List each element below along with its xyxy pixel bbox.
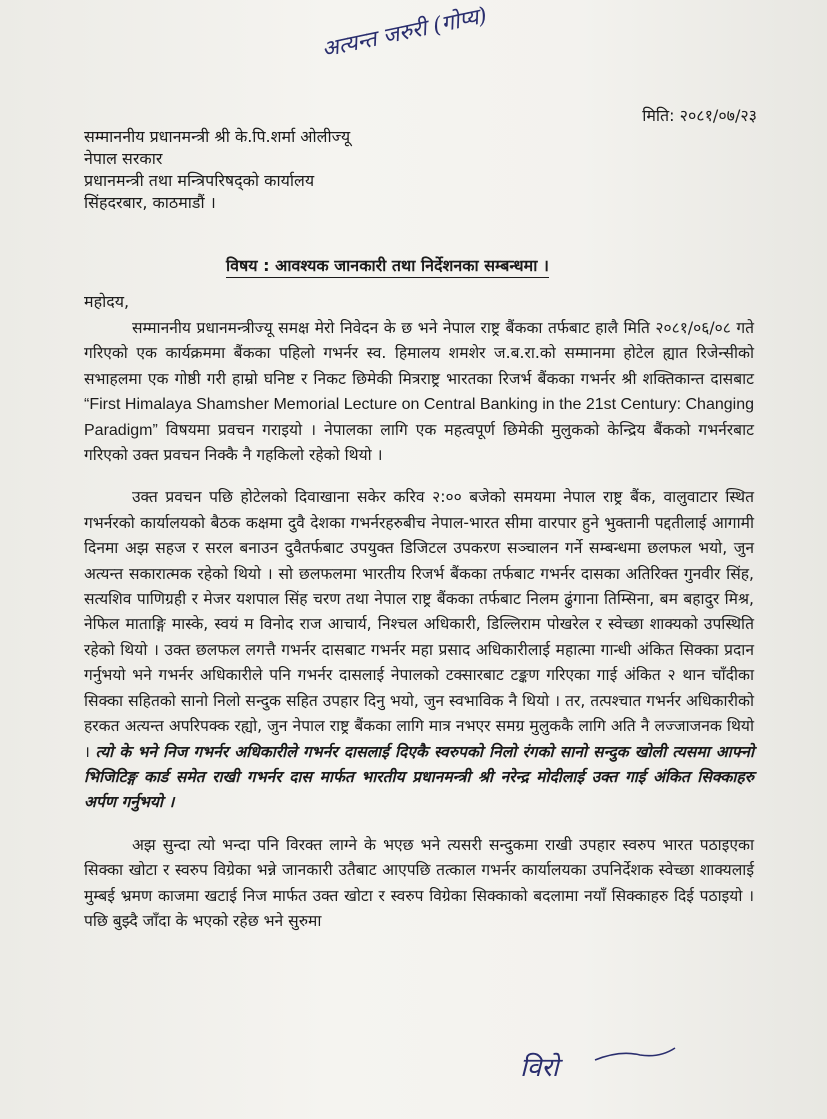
recipient-line-4: सिंहदरबार, काठमाडौं । [84, 193, 216, 212]
paragraph-2 [84, 485, 754, 815]
recipient-line-1: सम्माननीय प्रधानमन्त्री श्री के.पि.शर्मा ओलीज्यू [84, 127, 351, 146]
paragraph-1-part-1: सम्माननीय प्रधानमन्त्रीज्यू समक्ष मेरो निवेदन के छ भने नेपाल राष्ट्र बैंकका तर्फबाट हालै मिति २०८१/०६/०८ गते गरिएको एक कार्यक्रममा बैंकका पहिलो गभर्नर स्व. हिमालय शमशेर ज.ब.रा.को सम्मानमा होटेल ह्यात रिजेन्सीको सभाहलमा एक गोष्ठी गरी हाम्रो घनिष्ट र निकट छिमेकी मित्रराष्ट्र भारतका रिजर्भ बैंकका गभर्नर श्री शक्तिकान्त दासबाट [84, 319, 754, 388]
lecture-title: “First Himalaya Shamsher Memorial Lecture on Central Banking in the 21st Century: Changing Paradigm” [84, 396, 754, 439]
paragraph-2-normal: उक्त प्रवचन पछि होटेलको दिवाखाना सकेर करिव २:०० बजेको समयमा नेपाल राष्ट्र बैंक, वालुवाटार स्थित गभर्नरको कार्यालयको बैठक कक्षमा दुवै देशका गभर्नरहरुबीच नेपाल-भारत सीमा वारपार हुने भुक्तानी पद्दतीलाई आगामी दिनमा अझ सहज र सरल बनाउन दुवैतर्फबाट उपयुक्त डिजिटल उपकरण सञ्चालन गर्ने सम्बन्धमा छलफल भयो, जुन अत्यन्त सकारात्मक रहेको थियो । सो छलफलमा भारतीय रिजर्भ बैंकका तर्फबाट गभर्नर दासका अतिरिक्त गुनवीर सिंह, सत्यशिव पाणिग्रही र मेजर यशपाल सिंह चरण तथा नेपाल राष्ट्र बैंकका तर्फबाट निलम ढुंगाना तिम्सिना, बम बहादुर मिश्र, नेफिल माताङ्गि मास्के, स्वयं म विनोद राज आचार्य, निश्चल अधिकारी, डिल्लिराम पोखरेल र स्वेच्छा शाक्यको उपस्थिति रहेको थियो । उक्त छलफल लगत्तै गभर्नर दासबाट गभर्नर महा प्रसाद अधिकारीलाई महात्मा गान्धी अंकित सिक्का प्रदान गर्नुभयो भने गभर्नर अधिकारीले पनि गभर्नर दासलाई नेपालको टक्सारबाट टङ्कण गरिएका गाई अंकित २ थान चाँदीका सिक्का सहितको सानो निलो सन्दुक सहित उपहार दिनु भयो, जुन स्वभाविक नै थियो । तर, तत्पश्चात गभर्नर अधिकारीको हरकत अत्यन्त अपरिपक्क रह्यो, जुन नेपाल राष्ट्र बैंकका लागि मात्र नभएर समग्र मुलुककै लागि अति नै लज्जाजनक थियो । [84, 488, 755, 761]
handwritten-annotation: अत्यन्त जरुरी (गोप्य) [319, 3, 490, 63]
paragraph-1 [84, 316, 754, 468]
recipient-block [84, 126, 350, 214]
subject-line: विषय : आवश्यक जानकारी तथा निर्देशनका सम्बन्धमा । [226, 254, 549, 278]
paragraph-3: अझ सुन्दा त्यो भन्दा पनि विरक्त लाग्ने के भएछ भने त्यसरी सन्दुकमा राखी उपहार स्वरुप भारत पठाइएका सिक्का खोटा र स्वरुप विग्रेका भन्ने जानकारी उतैबाट आएपछि तत्काल गभर्नर कार्यालयका उपनिर्देशक स्वेच्छा शाक्यलाई मुम्बई भ्रमण काजमा खटाई निज मार्फत उक्त खोटा र स्वरुप विग्रेका सिक्काको बदलामा नयाँ सिक्काहरु दिई पठाइयो । पछि बुझ्दै जाँदा के भएको रहेछ भने सुरुमा [84, 835, 754, 930]
letter-body [84, 316, 754, 951]
recipient-line-2: नेपाल सरकार [84, 149, 163, 168]
letter-date: मिति: २०८१/०७/२३ [642, 106, 757, 125]
salutation: महोदय, [84, 292, 130, 311]
paragraph-1-part-2: विषयमा प्रवचन गराइयो । नेपालका लागि एक महत्वपूर्ण छिमेकी मुलुकको केन्द्रिय बैंकको गभर्नरबाट गरिएको उक्त प्रवचन निक्कै नै गहकिलो रहेको थियो । [84, 420, 754, 465]
signature: विरो [520, 1053, 559, 1083]
recipient-line-3: प्रधानमन्त्री तथा मन्त्रिपरिषद्को कार्यालय [84, 171, 315, 190]
paragraph-2-emphasis: त्यो के भने निज गभर्नर अधिकारीले गभर्नर दासलाई दिएकै स्वरुपको निलो रंगको सानो सन्दुक खोली त्यसमा आफ्नो भिजिटिङ्ग कार्ड समेत राखी गभर्नर दास मार्फत भारतीय प्रधानमन्त्री श्री नरेन्द्र मोदीलाई उक्त गाई अंकित सिक्काहरु अर्पण गर्नुभयो । [84, 742, 754, 812]
